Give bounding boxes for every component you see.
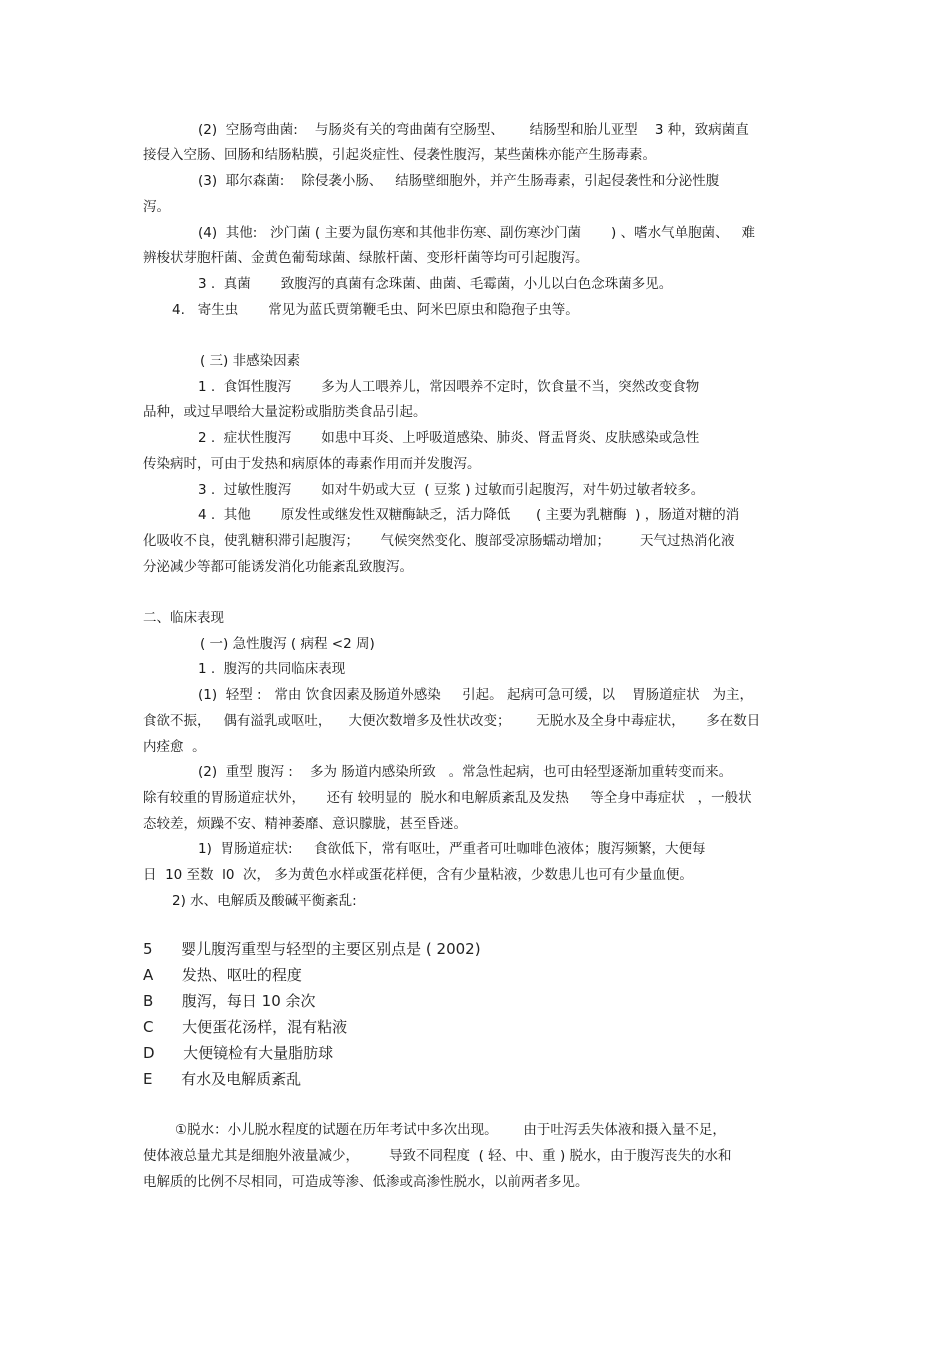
question-option: C 大便蛋花汤样，混有粘液 [143, 1018, 348, 1036]
section-heading: ( 一) 急性腹泻 ( 病程 <2 周) [200, 636, 375, 652]
text-line: (3) 耶尔森菌: 除侵袭小肠、 结肠壁细胞外，并产生肠毒素，引起侵袭性和分泌性腹 [198, 173, 720, 189]
text-line: 1) 胃肠道症状: 食欲低下，常有呕吐，严重者可吐咖啡色液体；腹泻频繁，大便每 [198, 841, 706, 857]
question-option: D 大便镜检有大量脂肪球 [143, 1044, 334, 1062]
question-stem: 5 婴儿腹泻重型与轻型的主要区别点是 ( 2002) [143, 940, 481, 958]
text-line: 4. 寄生虫 常见为蓝氏贾第鞭毛虫、阿米巴原虫和隐孢子虫等。 [172, 302, 579, 318]
text-line: (4) 其他: 沙门菌 ( 主要为鼠伤寒和其他非伤寒、副伤寒沙门菌 ) 、嗜水气单胞菌、 难 [198, 225, 755, 241]
text-line: 1 . 腹泻的共同临床表现 [198, 661, 346, 677]
text-line: 传染病时，可由于发热和病原体的毒素作用而并发腹泻。 [143, 456, 481, 472]
text-line: 品种，或过早喂给大量淀粉或脂肪类食品引起。 [143, 404, 427, 420]
text-line: (2) 重型 腹泻 : 多为 肠道内感染所致 。常急性起病，也可由轻型逐渐加重转变而来。 [198, 764, 733, 780]
text-line: 3 . 过敏性腹泻 如对牛奶或大豆 ( 豆浆 ) 过敏而引起腹泻，对牛奶过敏者较多。 [198, 482, 705, 498]
text-line: 泻。 [143, 199, 170, 215]
text-line: 使体液总量尤其是细胞外液量减少， 导致不同程度 ( 轻、中、重 ) 脱水，由于腹泻丧失的水和 [143, 1148, 732, 1164]
text-line: 辨梭状芽胞杆菌、金黄色葡萄球菌、绿脓杆菌、变形杆菌等均可引起腹泻。 [143, 250, 589, 266]
question-option: B 腹泻，每日 10 余次 [143, 992, 316, 1010]
text-line: (2) 空肠弯曲菌: 与肠炎有关的弯曲菌有空肠型、 结肠型和胎儿亚型 3 种，致病菌直 [198, 122, 749, 138]
text-line: 态较差，烦躁不安、精神萎靡、意识朦胧，甚至昏迷。 [143, 816, 467, 832]
text-line: 内痊愈 。 [143, 739, 206, 755]
text-line: 4 . 其他 原发性或继发性双糖酶缺乏，活力降低 ( 主要为乳糖酶 ) ，肠道对糖的消 [198, 507, 740, 523]
text-line: 日 10 至数 l0 次， 多为黄色水样或蛋花样便，含有少量粘液，少数患儿也可有少量血便。 [143, 867, 693, 883]
text-line: (1) 轻型 : 常由 饮食因素及肠道外感染 引起。 起病可急可缓，以 胃肠道症状 为主， [198, 687, 753, 703]
text-line: 2 . 症状性腹泻 如患中耳炎、上呼吸道感染、肺炎、肾盂肾炎、皮肤感染或急性 [198, 430, 700, 446]
text-line: 3 . 真菌 致腹泻的真菌有念珠菌、曲菌、毛霉菌，小儿以白色念珠菌多见。 [198, 276, 673, 292]
text-line: 化吸收不良，使乳糖积滞引起腹泻； 气候突然变化、腹部受凉肠蠕动增加； 天气过热消化液 [143, 533, 735, 549]
text-line: 电解质的比例不尽相同，可造成等渗、低渗或高渗性脱水，以前两者多见。 [143, 1174, 589, 1190]
section-heading: ( 三) 非感染因素 [200, 353, 301, 369]
text-line: 1 . 食饵性腹泻 多为人工喂养儿，常因喂养不定时，饮食量不当，突然改变食物 [198, 379, 700, 395]
text-line: 分泌减少等都可能诱发消化功能紊乱致腹泻。 [143, 559, 413, 575]
text-line: ①脱水：小儿脱水程度的试题在历年考试中多次出现。 由于吐泻丢失体液和摄入量不足， [175, 1122, 726, 1138]
question-option: A 发热、呕吐的程度 [143, 966, 302, 984]
section-heading: 二、临床表现 [143, 610, 224, 626]
question-option: E 有水及电解质紊乱 [143, 1070, 302, 1088]
text-line: 除有较重的胃肠道症状外， 还有 较明显的 脱水和电解质紊乱及发热 等全身中毒症状 ，一般状 [143, 790, 752, 806]
text-line: 2) 水、电解质及酸碱平衡紊乱: [172, 893, 357, 909]
text-line: 食欲不振， 偶有溢乳或呕吐， 大便次数增多及性状改变； 无脱水及全身中毒症状， 多在数日 [143, 713, 761, 729]
text-line: 接侵入空肠、回肠和结肠粘膜，引起炎症性、侵袭性腹泻，某些菌株亦能产生肠毒素。 [143, 147, 656, 163]
